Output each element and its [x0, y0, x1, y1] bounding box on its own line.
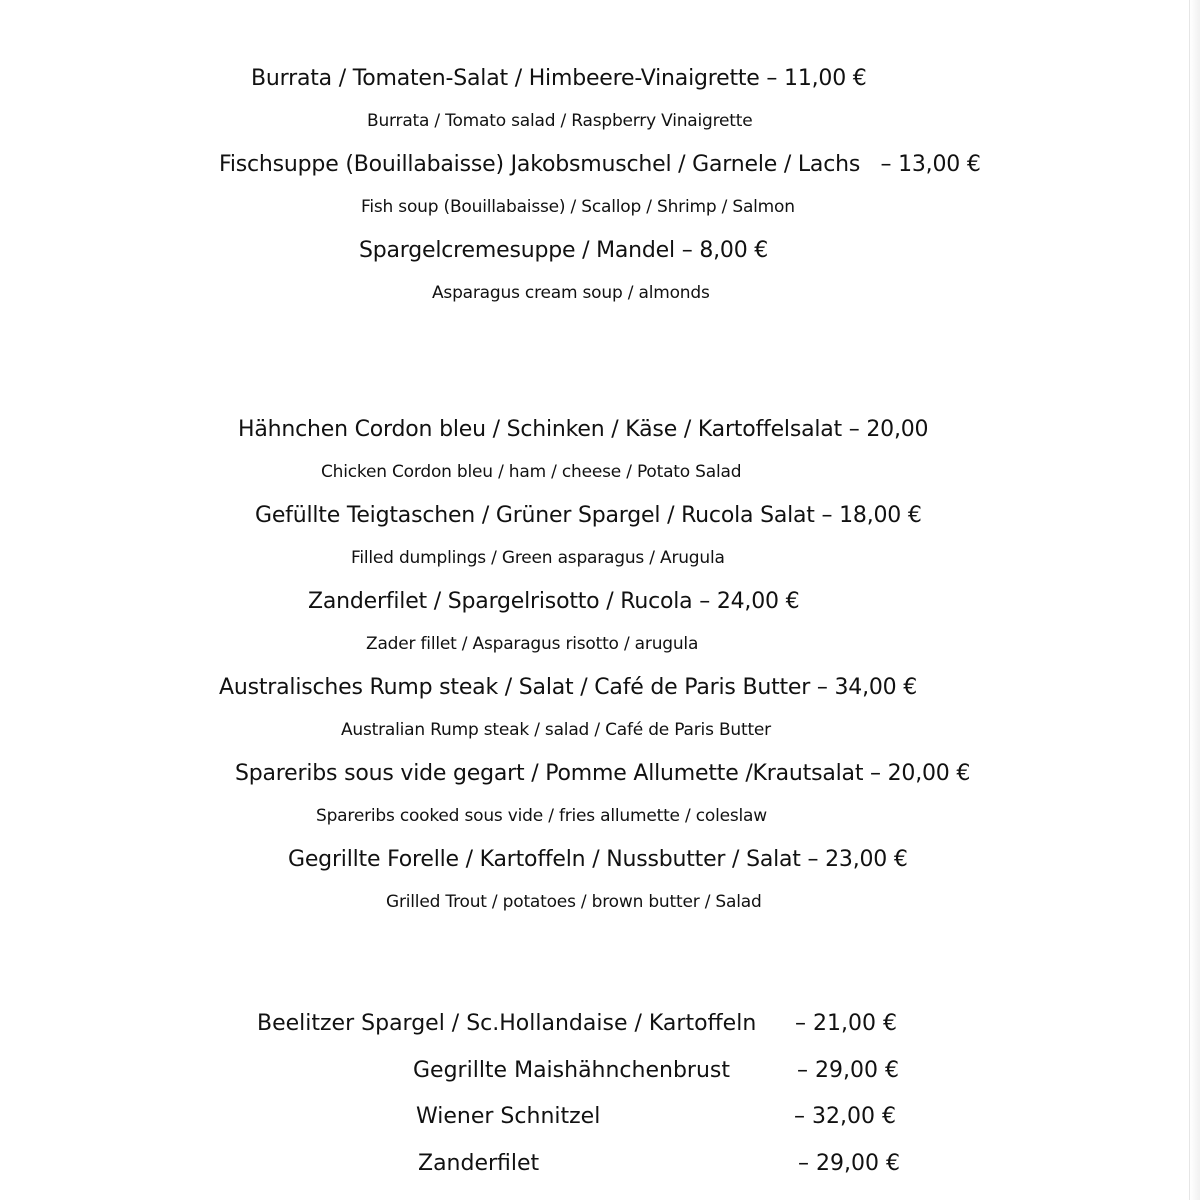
- starter-2-english: Fish soup (Bouillabaisse) / Scallop / Shrimp / Salmon: [361, 197, 795, 217]
- starter-2-german: Fischsuppe (Bouillabaisse) Jakobsmuschel / Garnele / Lachs – 13,00 €: [219, 152, 981, 177]
- starter-1-german: Burrata / Tomaten-Salat / Himbeere-Vinaigrette – 11,00 €: [251, 66, 867, 91]
- main-2-german: Gefüllte Teigtaschen / Grüner Spargel / Rucola Salat – 18,00 €: [255, 503, 922, 528]
- main-1-german: Hähnchen Cordon bleu / Schinken / Käse / Kartoffelsalat – 20,00: [238, 417, 929, 442]
- main-3-english: Zader fillet / Asparagus risotto / arugula: [366, 634, 699, 654]
- starter-3-english: Asparagus cream soup / almonds: [432, 283, 710, 303]
- main-4-english: Australian Rump steak / salad / Café de Paris Butter: [341, 720, 771, 740]
- main-1-english: Chicken Cordon bleu / ham / cheese / Potato Salad: [321, 462, 742, 482]
- special-4-name: Zanderfilet: [418, 1151, 540, 1176]
- special-3-price: – 32,00 €: [794, 1104, 896, 1129]
- main-5-english: Spareribs cooked sous vide / fries allumette / coleslaw: [316, 806, 767, 826]
- main-5-german: Spareribs sous vide gegart / Pomme Allumette /Krautsalat – 20,00 €: [235, 761, 971, 786]
- special-2-price: – 29,00 €: [797, 1058, 899, 1083]
- starter-1-english: Burrata / Tomato salad / Raspberry Vinaigrette: [367, 111, 753, 131]
- special-3-name: Wiener Schnitzel: [416, 1104, 601, 1129]
- main-2-english: Filled dumplings / Green asparagus / Arugula: [351, 548, 725, 568]
- main-4-german: Australisches Rump steak / Salat / Café de Paris Butter – 34,00 €: [219, 675, 918, 700]
- main-6-english: Grilled Trout / potatoes / brown butter / Salad: [386, 892, 762, 912]
- starter-3-german: Spargelcremesuppe / Mandel – 8,00 €: [359, 238, 769, 263]
- page-edge: [1189, 0, 1200, 1200]
- special-1-name: Beelitzer Spargel / Sc.Hollandaise / Kartoffeln: [257, 1011, 757, 1036]
- main-3-german: Zanderfilet / Spargelrisotto / Rucola – 24,00 €: [308, 589, 800, 614]
- special-2-name: Gegrillte Maishähnchenbrust: [413, 1058, 730, 1083]
- special-4-price: – 29,00 €: [798, 1151, 900, 1176]
- special-1-price: – 21,00 €: [795, 1011, 897, 1036]
- main-6-german: Gegrillte Forelle / Kartoffeln / Nussbutter / Salat – 23,00 €: [288, 847, 908, 872]
